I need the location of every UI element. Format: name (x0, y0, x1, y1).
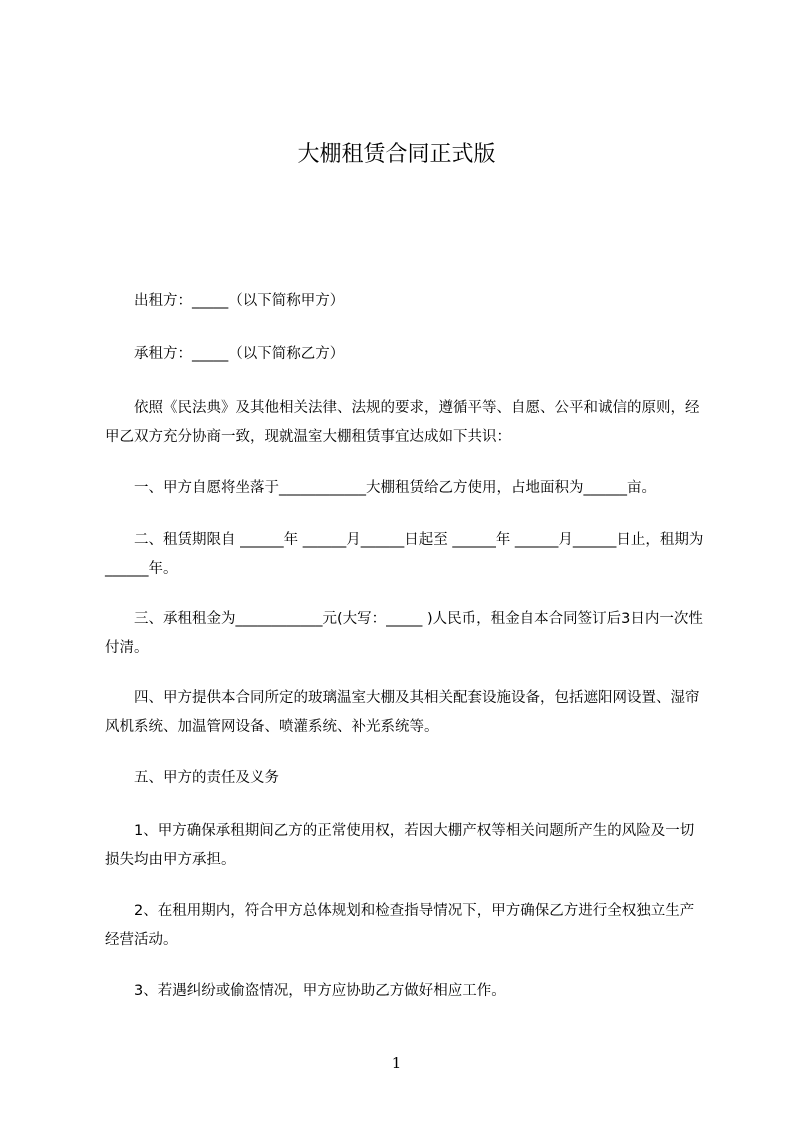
paragraph-clause-1: 一、甲方自愿将坐落于____________大棚租赁给乙方使用，占地面积为______亩。 (105, 480, 656, 496)
paragraph-preamble: 依照《民法典》及其他相关法律、法规的要求，遵循平等、自愿、公平和诚信的原则，经甲乙双方充分协商一致，现就温室大棚租赁事宜达成如下共识： (105, 400, 700, 445)
paragraph-clause-2: 二、租赁期限自 ______年 ______月______日起至 ______年 ______月______日止，租期为______年。 (105, 532, 704, 577)
paragraph-clause-5-2: 2、在租用期内，符合甲方总体规划和检查指导情况下，甲方确保乙方进行全权独立生产经营活动。 (105, 903, 695, 948)
paragraph-clause-5-1: 1、甲方确保承租期间乙方的正常使用权，若因大棚产权等相关问题所产生的风险及一切损失均由甲方承担。 (105, 823, 695, 868)
paragraph-clause-5-3: 3、若遇纠纷或偷盗情况，甲方应协助乙方做好相应工作。 (105, 983, 506, 999)
paragraph-clause-3: 三、承租租金为____________元(大写：_____ )人民币，租金自本合同签订后3日内一次性付清。 (105, 611, 703, 656)
paragraph-lessor: 出租方：_____（以下简称甲方） (105, 293, 345, 309)
paragraph-clause-5-heading: 五、甲方的责任及义务 (105, 770, 279, 786)
paragraph-lessee: 承租方：_____（以下简称乙方） (105, 346, 345, 362)
document-title: 大棚租赁合同正式版 (297, 142, 496, 167)
paragraph-clause-4: 四、甲方提供本合同所定的玻璃温室大棚及其相关配套设施设备，包括遮阳网设置、湿帘风机系统、加温管网设备、喷灌系统、补光系统等。 (105, 690, 700, 735)
page-number: 1 (391, 1054, 402, 1072)
